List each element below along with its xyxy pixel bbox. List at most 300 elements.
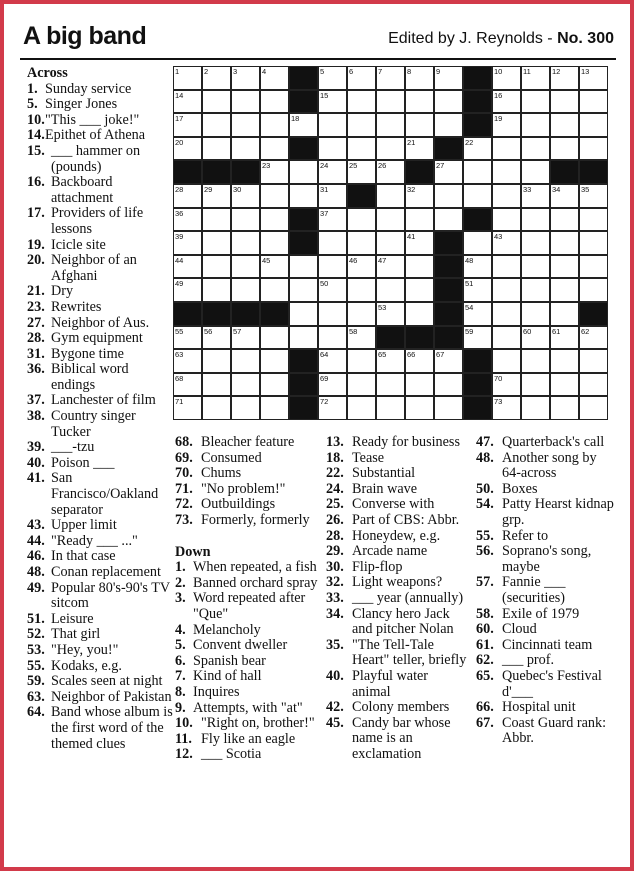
grid-cell[interactable] [434, 396, 463, 420]
clue-number: 68. [175, 434, 193, 450]
clue-number: 49. [27, 579, 45, 596]
clue-text: Kodaks, e.g. [51, 657, 122, 674]
cell-number: 35 [581, 185, 590, 194]
clue-number: 60. [476, 621, 494, 638]
grid-cell[interactable] [173, 396, 202, 420]
grid-cell[interactable] [173, 326, 202, 350]
grid-cell[interactable] [463, 326, 492, 350]
clue-text: Neighbor of an Afghani [51, 252, 137, 284]
clue-number: 50. [476, 480, 494, 497]
grid-cell[interactable] [405, 113, 434, 137]
grid-cell[interactable] [550, 302, 579, 326]
grid-cell[interactable] [347, 66, 376, 90]
clue-text: Banned orchard spray [193, 574, 318, 591]
grid-cell[interactable] [318, 90, 347, 114]
grid-cell[interactable] [376, 137, 405, 161]
down-clue [326, 716, 468, 763]
grid-cell[interactable] [347, 255, 376, 279]
grid-block [434, 278, 463, 302]
grid-cell[interactable] [260, 137, 289, 161]
grid-cell[interactable] [202, 184, 231, 208]
grid-cell[interactable] [405, 184, 434, 208]
grid-cell[interactable] [260, 113, 289, 137]
grid-cell[interactable] [231, 137, 260, 161]
cell-number: 60 [523, 326, 532, 336]
grid-cell[interactable] [231, 184, 260, 208]
down-clue [476, 544, 619, 575]
grid-cell[interactable] [202, 208, 231, 232]
grid-cell[interactable] [347, 113, 376, 137]
grid-cell[interactable] [434, 184, 463, 208]
grid-cell[interactable] [347, 137, 376, 161]
grid-cell[interactable] [231, 396, 260, 420]
grid-cell[interactable] [260, 184, 289, 208]
clue-number: 30. [326, 558, 344, 575]
grid-cell[interactable] [579, 90, 608, 114]
cell-number: 62 [581, 326, 590, 336]
clue-number: 23. [27, 298, 45, 315]
cell-number: 11 [523, 67, 531, 76]
grid-cell[interactable] [347, 326, 376, 350]
clue-text: "The Tell-Tale Heart" teller, briefly [352, 636, 467, 669]
across-clue [27, 175, 175, 206]
grid-cell[interactable] [231, 326, 260, 350]
grid-cell[interactable] [521, 184, 550, 208]
grid-cell[interactable] [173, 231, 202, 255]
grid-cell[interactable] [521, 113, 550, 137]
grid-cell[interactable] [173, 90, 202, 114]
grid-cell[interactable] [260, 66, 289, 90]
cell-number: 31 [320, 185, 329, 194]
grid-cell[interactable] [550, 66, 579, 90]
grid-cell[interactable] [202, 278, 231, 302]
grid-cell[interactable] [521, 137, 550, 161]
clue-text: San Francisco/Oakland separator [51, 470, 159, 518]
grid-block [434, 302, 463, 326]
down-clue [326, 560, 468, 576]
clue-number: 33. [326, 589, 344, 606]
grid-cell[interactable] [376, 349, 405, 373]
grid-cell[interactable] [579, 113, 608, 137]
grid-block [289, 137, 318, 161]
grid-cell[interactable] [492, 137, 521, 161]
grid-cell[interactable] [492, 208, 521, 232]
grid-cell[interactable] [318, 208, 347, 232]
grid-cell[interactable] [492, 160, 521, 184]
grid-cell[interactable] [521, 66, 550, 90]
grid-cell[interactable] [376, 373, 405, 397]
grid-cell[interactable] [521, 208, 550, 232]
down-clue [175, 685, 318, 701]
grid-cell[interactable] [405, 66, 434, 90]
grid-cell[interactable] [521, 160, 550, 184]
grid-cell[interactable] [260, 326, 289, 350]
grid-cell[interactable] [231, 208, 260, 232]
grid-cell[interactable] [492, 396, 521, 420]
grid-cell[interactable] [318, 349, 347, 373]
grid-cell[interactable] [550, 349, 579, 373]
cell-number: 39 [175, 232, 184, 242]
grid-cell[interactable] [318, 278, 347, 302]
grid-cell[interactable] [173, 373, 202, 397]
puzzle-title: A big band [23, 22, 147, 50]
cell-number: 22 [465, 137, 474, 147]
grid-cell[interactable] [376, 90, 405, 114]
grid-cell[interactable] [202, 396, 231, 420]
grid-cell[interactable] [463, 302, 492, 326]
grid-cell[interactable] [492, 66, 521, 90]
grid-cell[interactable] [202, 349, 231, 373]
grid-cell[interactable] [202, 90, 231, 114]
clue-text: Quebec's Festival d'___ [502, 667, 602, 700]
grid-cell[interactable] [289, 255, 318, 279]
down-clue [476, 451, 619, 482]
clue-number: 42. [326, 699, 344, 716]
cell-number: 53 [378, 303, 387, 312]
grid-cell[interactable] [463, 184, 492, 208]
grid-cell[interactable] [579, 255, 608, 279]
grid-cell[interactable] [231, 255, 260, 279]
grid-cell[interactable] [347, 160, 376, 184]
across-clue [27, 284, 175, 300]
grid-cell[interactable] [318, 184, 347, 208]
clue-number: 34. [326, 605, 344, 622]
grid-block [579, 302, 608, 326]
grid-cell[interactable] [347, 208, 376, 232]
clue-text: Colony members [352, 699, 450, 716]
grid-cell[interactable] [347, 349, 376, 373]
clue-number: 55. [27, 657, 45, 674]
grid-cell[interactable] [202, 137, 231, 161]
grid-cell[interactable] [376, 113, 405, 137]
down-clue [326, 513, 468, 529]
cell-number: 14 [175, 90, 184, 100]
cell-number: 51 [465, 279, 474, 289]
grid-block [434, 137, 463, 161]
grid-cell[interactable] [318, 373, 347, 397]
grid-cell[interactable] [579, 208, 608, 232]
grid-block [463, 90, 492, 114]
grid-cell[interactable] [231, 373, 260, 397]
grid-cell[interactable] [492, 231, 521, 255]
grid-cell[interactable] [260, 349, 289, 373]
grid-cell[interactable] [550, 373, 579, 397]
grid-cell[interactable] [579, 373, 608, 397]
grid-cell[interactable] [521, 326, 550, 350]
clue-text: Exile of 1979 [502, 605, 580, 622]
grid-cell[interactable] [202, 255, 231, 279]
cell-number: 72 [320, 397, 329, 407]
grid-cell[interactable] [376, 66, 405, 90]
grid-cell[interactable] [492, 278, 521, 302]
across-clue [27, 565, 175, 581]
grid-cell[interactable] [376, 302, 405, 326]
grid-cell[interactable] [550, 184, 579, 208]
cell-number: 71 [175, 397, 184, 407]
grid-cell[interactable] [492, 349, 521, 373]
clue-number: 41. [27, 470, 45, 487]
grid-cell[interactable] [202, 66, 231, 90]
grid-cell[interactable] [463, 160, 492, 184]
grid-cell[interactable] [260, 255, 289, 279]
clue-number: 65. [476, 667, 494, 684]
grid-cell[interactable] [434, 208, 463, 232]
grid-cell[interactable] [376, 231, 405, 255]
cell-number: 1 [175, 67, 180, 76]
cell-number: 57 [233, 326, 242, 336]
cell-number: 7 [378, 67, 383, 76]
grid-cell[interactable] [202, 231, 231, 255]
grid-cell[interactable] [318, 113, 347, 137]
grid-cell[interactable] [289, 160, 318, 184]
clue-number: 1. [27, 80, 38, 97]
grid-cell[interactable] [463, 231, 492, 255]
grid-cell[interactable] [492, 90, 521, 114]
clue-number: 40. [27, 454, 45, 471]
grid-cell[interactable] [173, 137, 202, 161]
down-clue [175, 560, 318, 576]
grid-cell[interactable] [550, 255, 579, 279]
grid-cell[interactable] [579, 278, 608, 302]
across-clue [27, 612, 175, 628]
down-clue [476, 529, 619, 545]
grid-cell[interactable] [521, 90, 550, 114]
grid-cell[interactable] [405, 208, 434, 232]
grid-cell[interactable] [405, 231, 434, 255]
across-clue [27, 456, 175, 472]
grid-cell[interactable] [550, 113, 579, 137]
grid-cell[interactable] [579, 184, 608, 208]
grid-cell[interactable] [492, 255, 521, 279]
cell-number: 6 [349, 67, 354, 76]
grid-cell[interactable] [173, 184, 202, 208]
grid-cell[interactable] [202, 113, 231, 137]
clue-text: "This ___ joke!" [45, 111, 140, 128]
grid-cell[interactable] [260, 373, 289, 397]
grid-cell[interactable] [318, 231, 347, 255]
grid-cell[interactable] [405, 396, 434, 420]
grid-cell[interactable] [173, 349, 202, 373]
grid-cell[interactable] [550, 278, 579, 302]
grid-cell[interactable] [289, 302, 318, 326]
grid-cell[interactable] [550, 326, 579, 350]
down-clue [175, 623, 318, 639]
clue-text: Poison ___ [51, 454, 115, 471]
clue-number: 55. [476, 527, 494, 544]
grid-cell[interactable] [318, 396, 347, 420]
grid-cell[interactable] [347, 90, 376, 114]
grid-cell[interactable] [173, 255, 202, 279]
grid-cell[interactable] [289, 278, 318, 302]
grid-cell[interactable] [318, 137, 347, 161]
grid-cell[interactable] [492, 373, 521, 397]
across-heading: Across [27, 65, 68, 81]
clue-number: 54. [476, 496, 494, 513]
cell-number: 56 [204, 326, 213, 336]
down-clue [326, 451, 468, 467]
clue-number: 26. [326, 511, 344, 528]
down-clue [326, 591, 468, 607]
grid-cell[interactable] [521, 278, 550, 302]
clue-text: "Hey, you!" [51, 641, 119, 658]
clue-number: 45. [326, 714, 344, 731]
grid-cell[interactable] [260, 396, 289, 420]
grid-cell[interactable] [347, 396, 376, 420]
grid-cell[interactable] [289, 184, 318, 208]
cell-number: 50 [320, 279, 329, 289]
grid-cell[interactable] [579, 326, 608, 350]
grid-block [347, 184, 376, 208]
grid-cell[interactable] [318, 255, 347, 279]
grid-cell[interactable] [231, 90, 260, 114]
clue-text: In that case [51, 548, 116, 565]
clue-text: "Right on, brother!" [201, 715, 315, 732]
grid-cell[interactable] [405, 373, 434, 397]
clue-text: Gym equipment [51, 330, 143, 347]
grid-cell[interactable] [260, 160, 289, 184]
grid-cell[interactable] [434, 373, 463, 397]
grid-cell[interactable] [318, 160, 347, 184]
grid-cell[interactable] [463, 137, 492, 161]
clue-text: Attempts, with "at" [193, 699, 303, 716]
grid-cell[interactable] [289, 113, 318, 137]
grid-cell[interactable] [202, 326, 231, 350]
grid-cell[interactable] [521, 373, 550, 397]
grid-cell[interactable] [492, 302, 521, 326]
clue-text: Consumed [201, 449, 262, 466]
grid-block [434, 231, 463, 255]
grid-cell[interactable] [231, 278, 260, 302]
grid-block [463, 373, 492, 397]
cell-number: 9 [436, 67, 441, 76]
grid-cell[interactable] [405, 255, 434, 279]
grid-cell[interactable] [521, 255, 550, 279]
down-column-4 [476, 435, 619, 747]
cell-number: 33 [523, 185, 532, 194]
grid-cell[interactable] [231, 113, 260, 137]
grid-cell[interactable] [376, 160, 405, 184]
grid-cell[interactable] [376, 184, 405, 208]
clue-text: Sunday service [45, 80, 132, 97]
grid-cell[interactable] [579, 396, 608, 420]
clue-number: 1. [175, 559, 186, 576]
grid-cell[interactable] [434, 66, 463, 90]
grid-cell[interactable] [173, 113, 202, 137]
clue-text: Kind of hall [193, 668, 262, 685]
clue-number: 22. [326, 465, 344, 482]
grid-cell[interactable] [376, 208, 405, 232]
grid-cell[interactable] [260, 90, 289, 114]
across-column-2 [175, 435, 318, 763]
clue-text: Fly like an eagle [201, 730, 296, 747]
clue-text: Boxes [502, 480, 538, 497]
down-clue [175, 591, 318, 622]
grid-cell[interactable] [550, 90, 579, 114]
grid-cell[interactable] [434, 90, 463, 114]
down-clue [476, 435, 619, 451]
grid-cell[interactable] [579, 137, 608, 161]
grid-cell[interactable] [289, 326, 318, 350]
grid-cell[interactable] [260, 231, 289, 255]
grid-cell[interactable] [318, 66, 347, 90]
grid-cell[interactable] [231, 231, 260, 255]
clue-text: Candy bar whose name is an exclamation [352, 714, 451, 762]
cell-number: 16 [494, 90, 503, 100]
grid-cell[interactable] [347, 373, 376, 397]
grid-cell[interactable] [405, 278, 434, 302]
clue-number: 6. [175, 652, 186, 669]
grid-cell[interactable] [173, 278, 202, 302]
clue-text: Country singer Tucker [51, 408, 136, 440]
grid-cell[interactable] [405, 137, 434, 161]
grid-cell[interactable] [434, 349, 463, 373]
grid-cell[interactable] [521, 231, 550, 255]
grid-cell[interactable] [347, 278, 376, 302]
grid-cell[interactable] [550, 231, 579, 255]
grid-cell[interactable] [521, 349, 550, 373]
grid-cell[interactable] [173, 208, 202, 232]
grid-cell[interactable] [492, 326, 521, 350]
grid-cell[interactable] [521, 396, 550, 420]
grid-cell[interactable] [405, 90, 434, 114]
grid-cell[interactable] [376, 278, 405, 302]
cell-number: 43 [494, 232, 503, 242]
grid-cell[interactable] [405, 349, 434, 373]
grid-cell[interactable] [579, 231, 608, 255]
clue-number: 10. [27, 111, 45, 128]
across-clue [27, 331, 175, 347]
clue-text: Cloud [502, 621, 537, 638]
grid-cell[interactable] [492, 113, 521, 137]
grid-cell[interactable] [550, 137, 579, 161]
grid-cell[interactable] [434, 160, 463, 184]
grid-cell[interactable] [318, 326, 347, 350]
cell-number: 10 [494, 67, 503, 76]
cell-number: 27 [436, 161, 445, 171]
grid-cell[interactable] [231, 349, 260, 373]
grid-cell[interactable] [405, 302, 434, 326]
across-clue [27, 705, 175, 752]
across-clue [175, 482, 318, 498]
grid-cell[interactable] [463, 278, 492, 302]
cell-number: 24 [320, 161, 329, 171]
grid-cell[interactable] [579, 349, 608, 373]
grid-cell[interactable] [463, 255, 492, 279]
grid-cell[interactable] [260, 208, 289, 232]
grid-block [289, 396, 318, 420]
grid-cell[interactable] [260, 278, 289, 302]
clue-text: Patty Hearst kidnap grp. [502, 496, 614, 528]
grid-cell[interactable] [202, 373, 231, 397]
grid-cell[interactable] [434, 113, 463, 137]
grid-cell[interactable] [376, 255, 405, 279]
grid-cell[interactable] [579, 66, 608, 90]
grid-cell[interactable] [550, 396, 579, 420]
grid-cell[interactable] [347, 231, 376, 255]
grid-cell[interactable] [347, 302, 376, 326]
grid-cell[interactable] [231, 66, 260, 90]
grid-cell[interactable] [492, 184, 521, 208]
grid-cell[interactable] [318, 302, 347, 326]
grid-cell[interactable] [521, 302, 550, 326]
grid-cell[interactable] [550, 208, 579, 232]
grid-cell[interactable] [376, 396, 405, 420]
clue-number: 8. [175, 683, 186, 700]
grid-cell[interactable] [173, 66, 202, 90]
down-clue [476, 653, 619, 669]
grid-block [434, 255, 463, 279]
clue-text: Scales seen at night [51, 673, 163, 690]
